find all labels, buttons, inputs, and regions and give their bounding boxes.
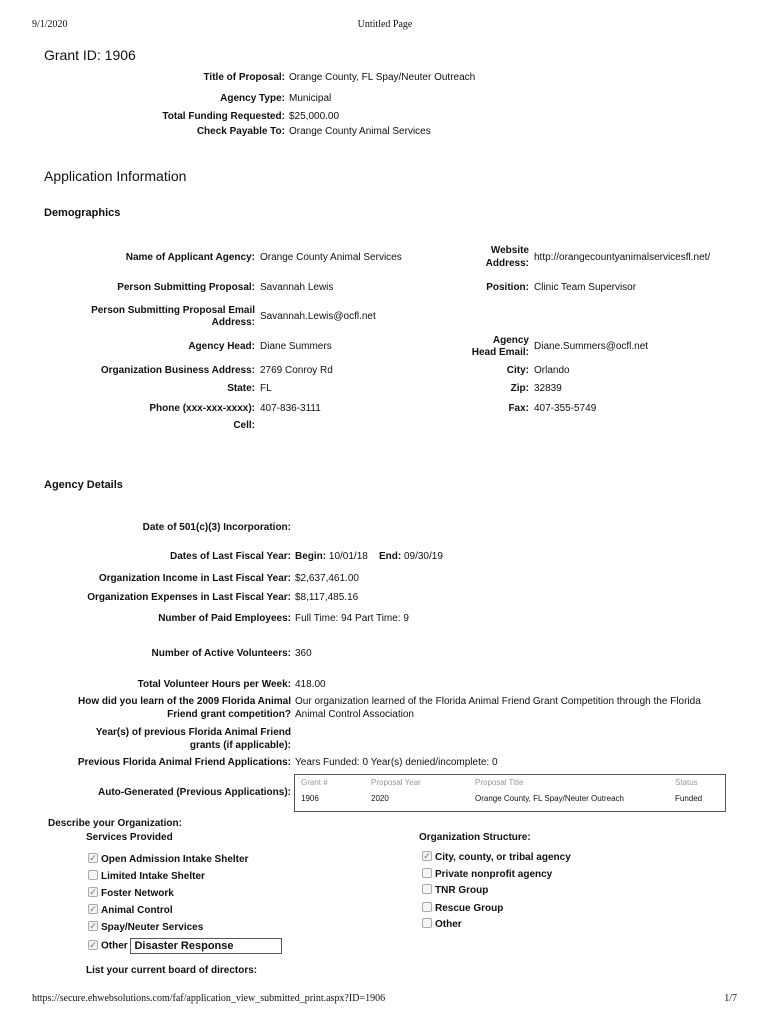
service-option-label: Open Admission Intake Shelter: [101, 854, 249, 865]
structure-option-label: Private nonprofit agency: [435, 869, 553, 880]
previous-apps-value: Years Funded: 0 Year(s) denied/incomplete: 0: [295, 757, 498, 768]
service-option-label: Animal Control: [101, 905, 173, 916]
fiscal-begin-value: 10/01/18: [328, 551, 368, 562]
volunteer-hours-label: Total Volunteer Hours per Week:: [137, 679, 291, 690]
position-value: Clinic Team Supervisor: [534, 282, 637, 293]
service-option-open-admission[interactable]: [88, 854, 248, 865]
services-heading: Services Provided: [86, 832, 173, 843]
print-date: 9/1/2020: [32, 19, 68, 30]
submitter-email-value: Savannah.Lewis@ocfl.net: [260, 311, 376, 322]
volunteer-hours-value: 418.00: [295, 679, 326, 690]
service-option-limited-intake[interactable]: [88, 871, 205, 882]
structure-option-label: Rescue Group: [435, 903, 504, 914]
checkbox-icon[interactable]: [422, 851, 432, 861]
checkbox-icon[interactable]: [88, 904, 98, 914]
website-label-1: Website: [490, 245, 529, 256]
cell-proposal-year: 2020: [371, 794, 389, 803]
previous-applications-table: [294, 774, 726, 812]
checkbox-icon[interactable]: [88, 870, 98, 880]
structure-option-label: Other: [435, 919, 462, 930]
check-payable-value: Orange County Animal Services: [289, 126, 431, 137]
print-title: Untitled Page: [357, 19, 413, 30]
zip-value: 32839: [534, 383, 562, 394]
service-option-other[interactable]: [88, 938, 282, 954]
website-value[interactable]: http://orangecountyanimalservicesfl.net/: [534, 252, 711, 263]
website-label-2: Address:: [485, 258, 529, 269]
describe-label: Describe your Organization:: [48, 818, 182, 829]
state-label: State:: [227, 383, 255, 394]
cell-proposal-title: Orange County, FL Spay/Neuter Outreach: [475, 794, 624, 803]
expenses-label: Organization Expenses in Last Fiscal Year:: [87, 592, 291, 603]
print-page-number: 1/7: [724, 993, 737, 1004]
column-header-status: Status: [675, 778, 698, 787]
position-label: Position:: [486, 282, 529, 293]
learn-value-2: Animal Control Association: [295, 709, 414, 720]
total-funding-value: $25,000.00: [289, 111, 340, 122]
structure-option-tnr-group[interactable]: [422, 885, 488, 896]
agency-type-label: Agency Type:: [220, 93, 285, 104]
learn-value-1: Our organization learned of the Florida Animal Friend Grant Competition through the Florida: [295, 696, 701, 707]
previous-years-label-1: Year(s) of previous Florida Animal Friend: [95, 727, 291, 738]
fiscal-begin-label: Begin:: [295, 551, 327, 562]
applicant-agency-label: Name of Applicant Agency:: [125, 252, 255, 263]
checkbox-icon[interactable]: [88, 921, 98, 931]
previous-years-label-2: grants (if applicable):: [189, 740, 291, 751]
agency-head-label: Agency Head:: [188, 341, 255, 352]
board-of-directors-label: List your current board of directors:: [86, 965, 258, 976]
title-of-proposal-label: Title of Proposal:: [203, 72, 285, 83]
service-option-label: Limited Intake Shelter: [101, 871, 205, 882]
fiscal-year-label: Dates of Last Fiscal Year:: [170, 551, 291, 562]
business-address-value: 2769 Conroy Rd: [260, 365, 333, 376]
auto-generated-label: Auto-Generated (Previous Applications):: [98, 787, 291, 798]
expenses-value: $8,117,485.16: [295, 592, 359, 603]
fax-label: Fax:: [508, 403, 529, 414]
income-label: Organization Income in Last Fiscal Year:: [98, 573, 291, 584]
phone-value: 407-836-3111: [260, 403, 321, 414]
grant-id-heading: Grant ID: 1906: [44, 47, 136, 63]
business-address-label: Organization Business Address:: [100, 365, 255, 376]
city-label: City:: [506, 365, 529, 376]
volunteers-value: 360: [295, 648, 312, 659]
fiscal-year-value: [295, 551, 443, 562]
structure-option-rescue-group[interactable]: [422, 903, 503, 914]
print-url: https://secure.ehwebsolutions.com/faf/application_view_submitted_print.aspx?ID=1906: [32, 993, 386, 1004]
table-row: [295, 791, 725, 806]
submitter-email-label-1: Person Submitting Proposal Email: [91, 305, 255, 316]
title-of-proposal-value: Orange County, FL Spay/Neuter Outreach: [289, 72, 476, 83]
checkbox-icon[interactable]: [88, 887, 98, 897]
checkbox-icon[interactable]: [88, 940, 98, 950]
incorporation-label: Date of 501(c)(3) Incorporation:: [142, 522, 291, 533]
service-option-foster-network[interactable]: [88, 888, 174, 899]
agency-head-value: Diane Summers: [260, 341, 332, 352]
checkbox-icon[interactable]: [88, 853, 98, 863]
fax-value: 407-355-5749: [534, 403, 597, 414]
phone-label: Phone (xxx-xxx-xxxx):: [149, 403, 255, 414]
service-option-label: Other: [101, 940, 128, 952]
person-submitting-value: Savannah Lewis: [260, 282, 334, 293]
checkbox-icon[interactable]: [422, 902, 432, 912]
paid-employees-value: Full Time: 94 Part Time: 9: [295, 613, 409, 624]
head-email-label-1: Agency: [492, 335, 529, 346]
application-info-heading: Application Information: [44, 168, 187, 184]
column-header-grant: Grant #: [301, 778, 328, 787]
service-option-label: Foster Network: [101, 888, 174, 899]
fiscal-end-value: 09/30/19: [403, 551, 443, 562]
agency-details-heading: Agency Details: [44, 479, 123, 491]
person-submitting-label: Person Submitting Proposal:: [117, 282, 255, 293]
column-header-proposal-year: Proposal Year: [371, 778, 421, 787]
state-value: FL: [260, 383, 272, 394]
column-header-proposal-title: Proposal Title: [475, 778, 524, 787]
applicant-agency-value: Orange County Animal Services: [260, 252, 402, 263]
structure-option-city-county-tribal[interactable]: [422, 852, 571, 863]
learn-label-2: Friend grant competition?: [167, 709, 291, 720]
cell-grant: 1906: [301, 794, 319, 803]
table-header-row: [295, 775, 725, 791]
head-email-value: Diane.Summers@ocfl.net: [534, 341, 649, 352]
structure-option-label: City, county, or tribal agency: [435, 852, 571, 863]
volunteers-label: Number of Active Volunteers:: [151, 648, 291, 659]
checkbox-icon[interactable]: [422, 868, 432, 878]
other-service-input[interactable]: Disaster Response: [130, 938, 282, 954]
checkbox-icon[interactable]: [422, 918, 432, 928]
structure-heading: Organization Structure:: [419, 832, 531, 843]
check-payable-label: Check Payable To:: [196, 126, 285, 137]
previous-apps-label: Previous Florida Animal Friend Applications:: [77, 757, 291, 768]
paid-employees-label: Number of Paid Employees:: [158, 613, 291, 624]
agency-type-value: Municipal: [289, 93, 332, 104]
structure-option-other[interactable]: [422, 919, 462, 930]
service-option-label: Spay/Neuter Services: [101, 922, 204, 933]
structure-option-private-nonprofit[interactable]: [422, 869, 552, 880]
city-value: Orlando: [534, 365, 570, 376]
checkbox-icon[interactable]: [422, 884, 432, 894]
cell-label: Cell:: [233, 420, 255, 431]
zip-label: Zip:: [510, 383, 529, 394]
head-email-label-2: Head Email:: [471, 347, 529, 358]
structure-option-label: TNR Group: [435, 885, 489, 896]
learn-label-1: How did you learn of the 2009 Florida Animal: [78, 696, 291, 707]
income-value: $2,637,461.00: [295, 573, 359, 584]
service-option-spay-neuter[interactable]: [88, 922, 203, 933]
cell-status: Funded: [675, 794, 703, 803]
service-option-animal-control[interactable]: [88, 905, 173, 916]
submitter-email-label-2: Address:: [211, 317, 255, 328]
total-funding-label: Total Funding Requested:: [162, 111, 285, 122]
demographics-heading: Demographics: [44, 207, 121, 219]
fiscal-end-label: End:: [378, 551, 402, 562]
